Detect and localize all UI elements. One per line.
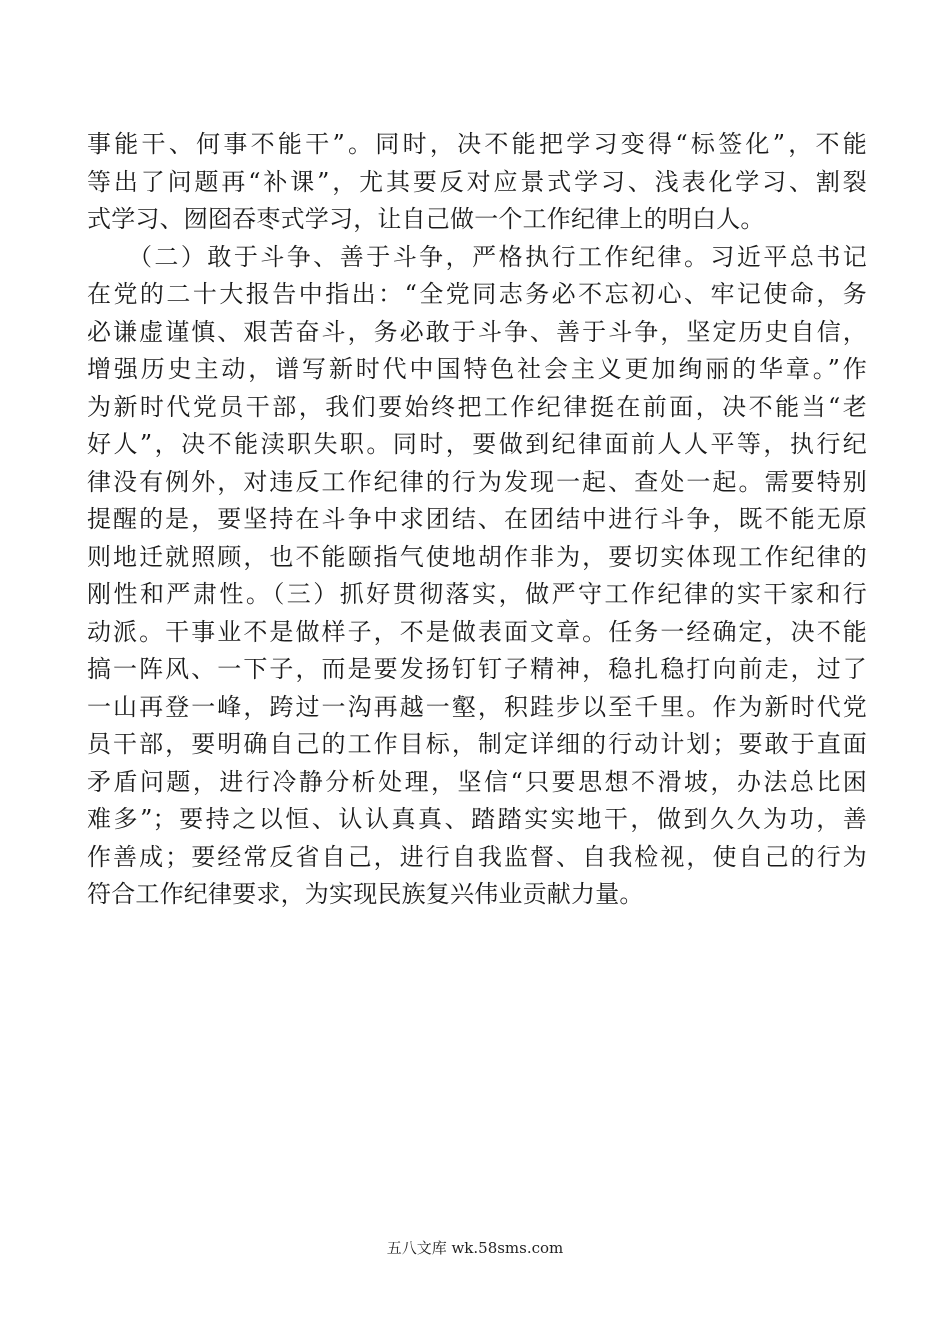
text-line: 符合工作纪律要求，为实现民族复兴伟业贡献力量。 — [87, 880, 644, 908]
text-line: 式学习、囫囵吞枣式学习，让自己做一个工作纪律上的明白人。 — [87, 205, 765, 233]
text-line: 搞一阵风、一下子，而是要发扬钉钉子精神，稳扎稳打向前走，过了 — [87, 655, 867, 683]
text-line: 难多”；要持之以恒、认认真真、踏踏实实地干，做到久久为功，善 — [87, 805, 867, 833]
text-line: 等出了问题再“补课”，尤其要反对应景式学习、浅表化学习、割裂 — [87, 167, 867, 196]
text-line: 矛盾问题，进行冷静分析处理，坚信“只要思想不滑坡，办法总比困 — [87, 767, 867, 796]
text-line: 事能干、何事不能干”。同时，决不能把学习变得“标签化”，不能 — [87, 130, 867, 158]
text-line: 员干部，要明确自己的工作目标，制定详细的行动计划；要敢于直面 — [87, 730, 867, 758]
text-line: 作善成；要经常反省自己，进行自我监督、自我检视，使自己的行为 — [87, 842, 867, 871]
body-text — [87, 126, 867, 914]
text-line: 则地迁就照顾，也不能颐指气使地胡作非为，要切实体现工作纪律的 — [87, 542, 867, 571]
page-footer: 五八文库 wk.58sms.com — [386, 1239, 564, 1257]
text-line: 必谦虚谨慎、艰苦奋斗，务必敢于斗争、善于斗争，坚定历史自信， — [87, 317, 867, 346]
text-line: 动派。干事业不是做样子，不是做表面文章。任务一经确定，决不能 — [87, 617, 867, 646]
text-line: 律没有例外，对违反工作纪律的行为发现一起、查处一起。需要特别 — [87, 467, 867, 496]
text-line: 提醒的是，要坚持在斗争中求团结、在团结中进行斗争，既不能无原 — [87, 505, 867, 533]
text-line: 好人”，决不能渎职失职。同时，要做到纪律面前人人平等，执行纪 — [87, 430, 867, 458]
text-line: 为新时代党员干部，我们要始终把工作纪律挺在前面，决不能当“老 — [87, 392, 867, 421]
text-line: （二）敢于斗争、善于斗争，严格执行工作纪律。习近平总书记 — [87, 242, 867, 271]
text-line: 在党的二十大报告中指出：“全党同志务必不忘初心、牢记使命，务 — [87, 280, 867, 308]
text-line: 刚性和严肃性。（三）抓好贯彻落实，做严守工作纪律的实干家和行 — [87, 580, 867, 608]
text-line: 一山再登一峰，跨过一沟再越一壑，积跬步以至千里。作为新时代党 — [87, 692, 867, 721]
text-line: 增强历史主动，谱写新时代中国特色社会主义更加绚丽的华章。”作 — [87, 355, 867, 383]
